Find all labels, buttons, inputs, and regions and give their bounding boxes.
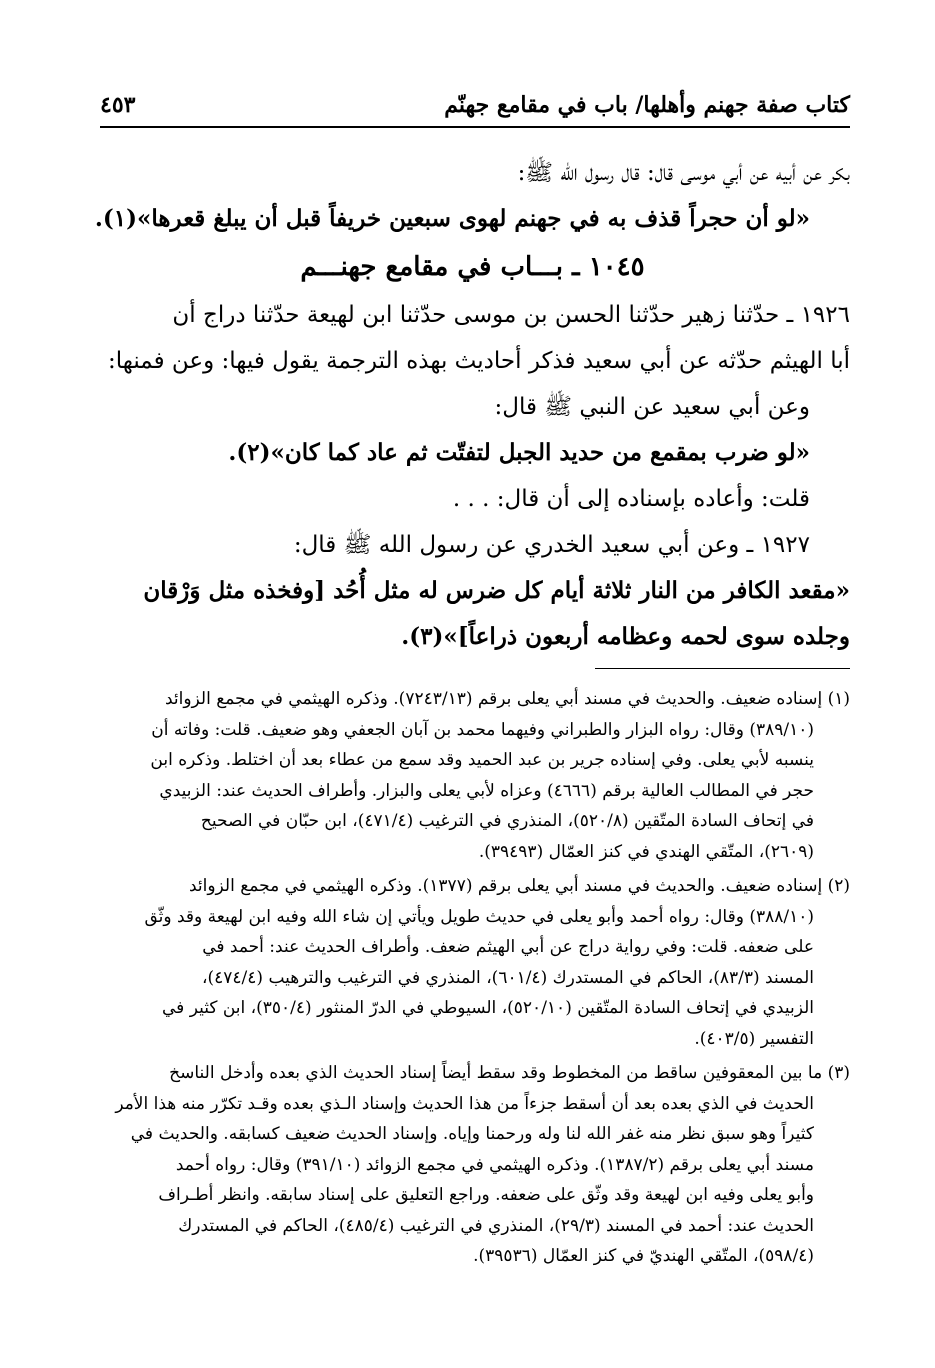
hadith-text: «مقعد الكافر من النار ثلاثة أيام كل ضرس له مثل أُحُد [وفخذه مثل وَرْقان xyxy=(143,577,850,604)
footnote-line: الحديث عند: أحمد في المسند (٢٩/٣)، المنذري في الترغيب (٤٨٥/٤)، الحاكم في المستدرك xyxy=(178,1215,814,1236)
footnote-line: على ضعفه. قلت: وفي رواية دراج عن أبي الهيثم ضعف. وأطراف الحديث عند: أحمد في xyxy=(202,937,814,957)
hadith-text: «لو أن حجراً قذف به في جهنم لهوى سبعين خريفاً قبل أن يبلغ قعرها»(١). xyxy=(94,205,810,232)
footnote-line: وأبو يعلى وفيه ابن لهيعة وقد وثّق على ضعفه. وراجع التعليق على إسناد سابقه. وانظر أطـراف xyxy=(158,1185,814,1205)
text-line: قلت: وأعاده بإسناده إلى أن قال: . . . xyxy=(452,486,810,512)
text-line: بكر عن أبيه عن أبي موسى قال: قال رسول الله ﷺ: xyxy=(517,160,850,186)
footnote-line: الحديث في الذي بعده بعد أن أسقط جزءاً من هذا الحديث وإسناد الـذي بعده وقـد تكرّر منه هذا الأمر xyxy=(115,1093,814,1114)
footnote-separator xyxy=(595,668,850,669)
footnote-line: مسند أبي يعلى برقم (١٣٨٧/٢). وذكره الهيثمي في مجمع الزوائد (٣٩١/١٠) وقال: رواه أحمد xyxy=(175,1154,814,1175)
footnote-line: الزبيدي في إتحاف السادة المتّقين (٥٢٠/١٠)، السيوطي في الدرّ المنثور (٣٥٠/٤)، ابن كثير في xyxy=(162,998,814,1018)
hadith-text: «لو ضرب بمقمع من حديد الجبل لتفتّت ثم عاد كما كان»(٢). xyxy=(228,439,810,466)
footnotes xyxy=(100,684,850,1272)
footnote-line: التفسير (٤٠٣/٥). xyxy=(694,1028,814,1049)
footnote-line: (٢٦٠٩)، المتّقي الهندي في كنز العمّال (٣٩٤٩٣). xyxy=(478,841,814,862)
main-text xyxy=(95,150,850,660)
hadith-chain: ١٩٢٦ ـ حدّثنا زهير حدّثنا الحسن بن موسى حدّثنا ابن لهيعة حدّثنا دراج أن xyxy=(172,302,850,328)
footnote-line: (٣٨٩/١٠) وقال: رواه البزار والطبراني وفيهما محمد بن آبان الجعفي وهو ضعيف. قلت: وفاته أن xyxy=(151,719,814,740)
hadith-chain: ١٩٢٧ ـ وعن أبي سعيد الخدري عن رسول الله ﷺ قال: xyxy=(293,532,810,558)
footnote-line: كثيراً وهو سبق نظر منه غفر الله لنا وله ورحمنا وإياه. وإسناد الحديث ضعيف كسابقه. والحديث في xyxy=(130,1124,814,1144)
hadith-text: وجلده سوى لحمه وعظامه أربعون ذراعاً]»(٣). xyxy=(401,623,850,650)
footnote-line: (٣٨٨/١٠) وقال: رواه أحمد وأبو يعلى في حديث طويل ويأتي إن شاء الله وفيه ابن لهيعة وقد وثّق xyxy=(144,906,814,927)
footnote-line: (٥٩٨/٤)، المتّقي الهنديّ في كنز العمّال (٣٩٥٣٦). xyxy=(473,1246,814,1266)
footnote-line: ينسبه لأبي يعلى. وفي إسناده جرير بن عبد الحميد وقد سمع من عطاء بعد أن اختلط. وذكره ابن xyxy=(150,750,814,770)
footnote-line: حجر في المطالب العالية برقم (٤٦٦٦) وعزاه لأبي يعلى والبزار. وأطراف الحديث عند: الزبيدي xyxy=(159,780,814,801)
page-number: ٤٥٣ xyxy=(100,92,136,118)
page-header xyxy=(100,86,850,128)
footnote-line: المسند (٨٣/٣)، الحاكم في المستدرك (٦٠١/٤)، المنذري في الترغيب والترهيب (٤٧٤/٤)، xyxy=(202,967,814,988)
footnote-line: في إتحاف السادة المتّقين (٥٢٠/٨)، المنذري في الترغيب (٤٧١/٤)، ابن حبّان في الصحيح xyxy=(200,811,814,831)
footnote-line: (١) إسناده ضعيف. والحديث في مسند أبي يعلى برقم (٧٢٤٣/١٣). وذكره الهيثمي في مجمع الزوائد xyxy=(164,689,850,709)
text-line: وعن أبي سعيد عن النبي ﷺ قال: xyxy=(494,394,810,420)
running-title: كتاب صفة جهنم وأهلها/ باب في مقامع جهنّم xyxy=(444,92,850,118)
chapter-heading: ١٠٤٥ ـ بـــاب في مقامع جهنـــم xyxy=(300,252,645,282)
footnote-line: (٣) ما بين المعقوفين ساقط من المخطوط وقد سقط أيضاً إسناد الحديث الذي بعده وأدخل الناسخ xyxy=(169,1063,850,1083)
footnote-line: (٢) إسناده ضعيف. والحديث في مسند أبي يعلى برقم (١٣٧٧). وذكره الهيثمي في مجمع الزوائد xyxy=(188,876,850,896)
text-line: أبا الهيثم حدّثه عن أبي سعيد فذكر أحاديث بهذه الترجمة يقول فيها: وعن فمنها: xyxy=(107,348,850,374)
